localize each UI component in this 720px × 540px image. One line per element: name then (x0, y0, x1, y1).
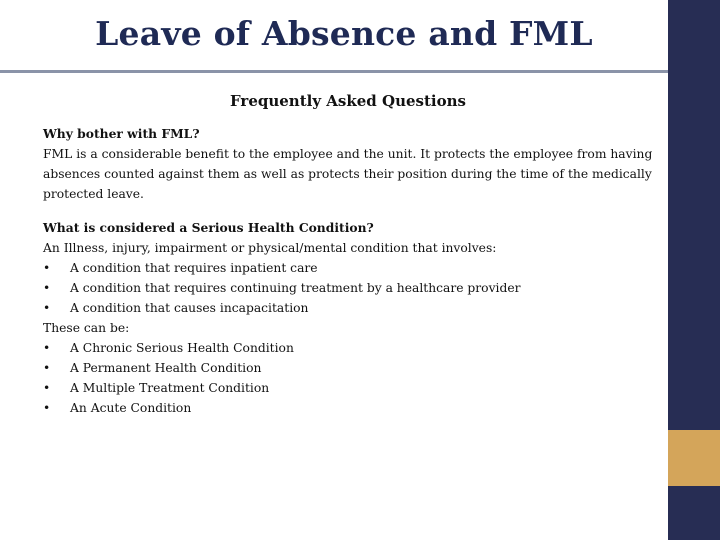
bullet-icon: • (43, 261, 51, 275)
bullet-icon: • (43, 361, 51, 375)
sidebar-accent-navy (668, 0, 720, 430)
list-item (43, 398, 653, 418)
list-item (43, 378, 653, 398)
slide-title: Leave of Absence and FML (95, 14, 593, 53)
list-intro: These can be: (43, 321, 130, 335)
list-item (43, 298, 653, 318)
slide-body (43, 88, 653, 418)
intro-text: An Illness, injury, impairment or physical/mental condition that involves: (43, 241, 497, 255)
answer-paragraph: FML is a considerable benefit to the employee and the unit. It protects the employee from having absences counted against them as well as protects their position during the time of the medically protected leave. (43, 147, 653, 201)
bullet-icon: • (43, 401, 51, 415)
list-item (43, 358, 653, 378)
list-item-text: A condition that requires inpatient care (70, 261, 318, 275)
list-item-text: A condition that causes incapacitation (70, 301, 309, 315)
bullet-icon: • (43, 281, 51, 295)
list-item-text: A Chronic Serious Health Condition (70, 341, 294, 355)
bullet-icon: • (43, 381, 51, 395)
sidebar-accent-gold (668, 430, 720, 486)
bullet-icon: • (43, 301, 51, 315)
list-item-text: A Multiple Treatment Condition (70, 381, 270, 395)
bullet-icon: • (43, 341, 51, 355)
list-item-text: A condition that requires continuing treatment by a healthcare provider (70, 281, 521, 295)
list-item-text: A Permanent Health Condition (70, 361, 262, 375)
list-item-text: An Acute Condition (70, 401, 192, 415)
title-divider (0, 70, 720, 73)
sidebar-accent-navy-bottom (668, 486, 720, 540)
slide-subtitle: Frequently Asked Questions (230, 92, 466, 110)
list-item (43, 338, 653, 358)
list-item (43, 278, 653, 298)
question-heading: What is considered a Serious Health Condition? (43, 220, 374, 235)
question-heading: Why bother with FML? (43, 126, 200, 141)
list-item (43, 258, 653, 278)
